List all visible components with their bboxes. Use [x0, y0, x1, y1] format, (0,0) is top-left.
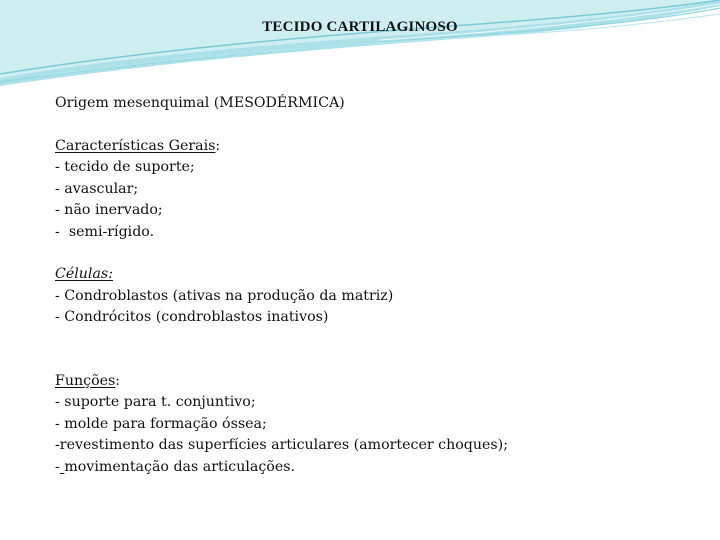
slide-body: [55, 93, 695, 478]
list-item: - avascular;: [55, 180, 139, 197]
list-item: - tecido de suporte;: [55, 159, 195, 175]
functions-heading-colon: :: [115, 372, 121, 389]
list-item: - Condrócitos (condroblastos inativos): [55, 309, 329, 325]
characteristics-heading-label: Características Gerais: [55, 137, 216, 154]
list-item-last: [55, 457, 695, 479]
list-item-dash: -: [55, 458, 60, 475]
page-title: TECIDO CARTILAGINOSO: [262, 19, 458, 35]
header-swoosh-decoration: [0, 0, 720, 95]
cells-heading: [55, 264, 695, 286]
functions-heading-label: Funções: [55, 372, 116, 389]
list-item-text: movimentação das articulações.: [64, 458, 296, 475]
list-item: - Condroblastos (ativas na produção da matriz): [55, 287, 394, 304]
list-item: - semi-rígido.: [55, 223, 155, 240]
list-item: - suporte para t. conjuntivo;: [55, 394, 256, 410]
list-item: -revestimento das superfícies articulares (amortecer choques);: [55, 437, 508, 453]
characteristics-heading: [55, 136, 695, 158]
list-item: - molde para formação óssea;: [55, 415, 267, 432]
cells-heading-label: Células:: [55, 266, 113, 282]
origin-text: Origem mesenquimal (MESODÉRMICA): [55, 95, 345, 111]
functions-heading: [55, 371, 695, 393]
characteristics-heading-colon: :: [215, 137, 221, 154]
list-item: - não inervado;: [55, 202, 163, 218]
